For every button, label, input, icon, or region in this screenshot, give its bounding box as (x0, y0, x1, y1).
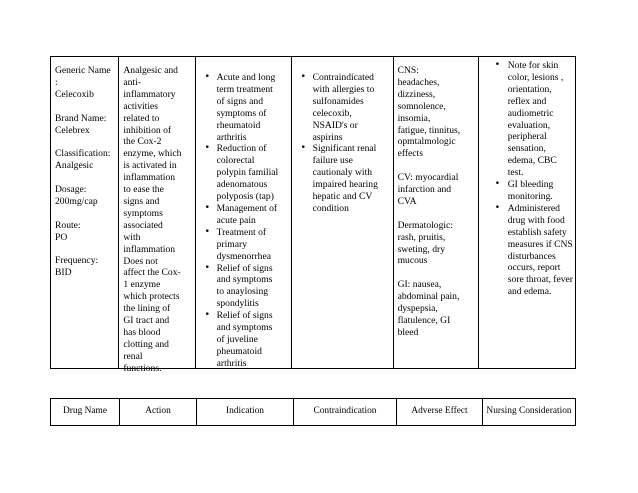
text-line: Dermatologic: (397, 219, 453, 231)
header-drug-name: Drug Name (51, 399, 120, 425)
spacer (398, 208, 474, 220)
text-line: clotting and (123, 338, 169, 350)
header-indication: Indication (197, 399, 294, 425)
text-line: effects (397, 148, 423, 160)
text-line: color, lesions , (507, 71, 564, 83)
contraindication-cell (292, 57, 394, 368)
text-line: CNS: (397, 65, 419, 76)
text-line: Administered (507, 202, 560, 214)
text-line: functions. (123, 362, 162, 374)
text-line: edema, CBC (507, 155, 557, 167)
text-line: arthritis (216, 131, 247, 143)
text-line: Significant renal (312, 143, 377, 155)
text-line: polyposis (tap) (216, 191, 274, 203)
text-line: condition (312, 202, 349, 214)
text-line: aspirins (312, 131, 343, 143)
spacer (55, 136, 114, 148)
text-line: signs and (123, 195, 160, 207)
text-line: disturbances (507, 250, 556, 262)
bullet-icon: • (494, 202, 501, 213)
text-line: the Cox-2 (123, 136, 162, 148)
text-line: Classification: (55, 148, 111, 160)
text-line: infarction and (397, 184, 452, 196)
text-line: related to (123, 112, 160, 124)
text-line: Route: (55, 219, 81, 231)
adverse-effect-cell (394, 57, 479, 368)
text-line: dysmenorrhea (216, 250, 271, 262)
text-line: Treatment of (216, 226, 267, 238)
spacer (398, 267, 474, 279)
header-adverse-effect: Adverse Effect (397, 399, 483, 425)
text-line: Does not (123, 255, 158, 267)
text-line: polypin familial (216, 167, 279, 179)
text-line: anti- (123, 76, 141, 88)
bullet-icon: • (204, 202, 210, 213)
text-line: symptoms of (216, 107, 267, 119)
text-line: establish safety (507, 226, 567, 238)
nursing-consideration-cell (479, 57, 575, 368)
bullet-icon: • (204, 226, 210, 237)
text-line: affect the Cox- (123, 267, 181, 279)
text-line: Dosage: (55, 184, 87, 196)
text-line: Reduction of (216, 143, 267, 155)
text-line: mucous (397, 255, 428, 267)
text-line: evaluation, (507, 119, 551, 131)
text-line: acute pain (216, 214, 256, 226)
text-line: cautionaly with (312, 167, 373, 179)
nursing-list (487, 60, 573, 298)
text-line: associated (123, 219, 163, 231)
text-line: sulfonamides (312, 95, 364, 107)
spacer (55, 172, 114, 184)
list-item (294, 143, 391, 214)
text-line: BID (55, 267, 72, 279)
text-line: GI: nausea, (397, 279, 442, 291)
text-line: Analgesic (55, 160, 94, 172)
bullet-icon: • (204, 262, 210, 273)
text-line: rash, pruitis, (397, 231, 446, 243)
text-line: 200mg/cap (55, 195, 98, 207)
text-line: test. (507, 167, 524, 179)
list-item (487, 60, 573, 179)
text-line: 1 enzyme (123, 279, 161, 291)
text-line: primary (216, 238, 247, 250)
text-line: somnolence, (397, 100, 446, 112)
text-line: of signs and (216, 95, 263, 107)
text-line: Analgesic and (123, 65, 178, 76)
bullet-icon: • (204, 143, 210, 154)
text-line: Contraindicated (312, 72, 374, 83)
header-nursing-consideration: Nursing Consideration (486, 406, 572, 417)
text-line: peripheral (507, 131, 547, 143)
text-line: colorectal (216, 155, 255, 167)
text-line: insomia, (397, 112, 431, 124)
text-line: PO (55, 231, 68, 243)
text-line: with (123, 231, 141, 243)
text-line: dyspepsia, (397, 303, 438, 315)
text-line: to ease the (123, 184, 164, 196)
text-line: Celebrex (55, 124, 90, 136)
text-line: measures if CNS (507, 238, 573, 250)
text-line: the lining of (123, 303, 171, 315)
spacer (398, 160, 474, 172)
text-line: and symptoms (216, 274, 273, 286)
text-line: impaired hearing (312, 179, 378, 191)
text-line: inflammatory (123, 88, 176, 100)
list-item (198, 143, 289, 203)
bullet-icon: • (204, 72, 210, 82)
text-line: CVA (397, 195, 417, 207)
text-line: activities (123, 100, 158, 112)
indications-list (198, 72, 289, 370)
list-item (198, 227, 289, 263)
indication-cell (196, 57, 292, 368)
spacer (55, 244, 114, 256)
text-line: hepatic and CV (312, 191, 373, 203)
text-line: occurs, report (507, 262, 561, 274)
bullet-icon: • (300, 143, 306, 154)
text-line: inhibition of (123, 124, 172, 136)
text-line: fatigue, tinnitus, (397, 124, 461, 136)
text-line: opmtalmologic (397, 136, 456, 148)
list-item (294, 72, 391, 143)
text-line: sensation, (507, 143, 546, 155)
text-line: enzyme, which (123, 148, 182, 160)
text-line: reflex and (507, 95, 547, 107)
list-item (198, 310, 289, 370)
text-line: GI bleeding (507, 179, 554, 191)
text-line: symptoms (123, 207, 163, 219)
text-line: celecoxib, (312, 107, 352, 119)
text-line: : (55, 76, 58, 88)
text-line: abdominal pain, (397, 291, 460, 303)
list-item (487, 179, 573, 203)
text-line: renal (123, 350, 143, 362)
text-line: arthritis (216, 357, 247, 369)
text-line: Celecoxib (55, 88, 94, 100)
text-line: sweting, dry (397, 243, 445, 255)
text-line: spondylitis (216, 298, 259, 310)
bullet-icon: • (494, 60, 501, 70)
text-line: sore throat, fever (507, 274, 573, 286)
text-line: Relief of signs (216, 262, 273, 274)
text-line: which protects (123, 291, 180, 303)
text-line: rheumatoid (216, 119, 261, 131)
header-contraindication: Contraindication (294, 399, 397, 425)
list-item (487, 203, 573, 298)
text-line: and edema. (507, 286, 552, 298)
list-item (198, 72, 289, 143)
text-line: orientation, (507, 83, 552, 95)
text-line: CV: myocardial (397, 172, 459, 184)
text-line: Brand Name: (55, 112, 107, 124)
text-line: bleed (397, 326, 419, 338)
bullet-icon: • (300, 72, 306, 82)
text-line: inflammation (123, 243, 176, 255)
text-line: of juveline (216, 333, 258, 345)
bullet-icon: • (494, 179, 501, 190)
text-line: and symptoms (216, 322, 273, 334)
header-row-table (50, 398, 576, 426)
bullet-icon: • (204, 310, 210, 321)
text-line: inflammation (123, 172, 176, 184)
contraindications-list (294, 72, 391, 215)
text-line: drug with food (507, 214, 565, 226)
header-action: Action (120, 399, 197, 425)
text-line: with allergies to (312, 83, 375, 95)
text-line: GI tract and (123, 315, 170, 327)
text-line: to anaylosing (216, 286, 269, 298)
list-item (198, 263, 289, 311)
text-line: Frequency: (55, 255, 99, 267)
text-line: audiometric (507, 107, 554, 119)
text-line: Relief of signs (216, 310, 273, 322)
text-line: NSAID's or (312, 119, 358, 131)
text-line: failure use (312, 155, 353, 167)
spacer (55, 101, 114, 113)
text-line: monitoring. (507, 190, 553, 202)
text-line: has blood (123, 326, 161, 338)
text-line: flatulence, GI (397, 314, 451, 326)
spacer (55, 208, 114, 220)
text-line: headaches, (397, 76, 440, 88)
text-line: term treatment (216, 83, 273, 95)
text-line: is activated in (123, 160, 177, 172)
text-line: Note for skin (507, 60, 559, 71)
text-line: pheumatoid (216, 345, 262, 357)
list-item (198, 203, 289, 227)
text-line: adenomatous (216, 179, 268, 191)
drug-info-cell (51, 57, 119, 368)
text-line: Management of (216, 202, 278, 214)
action-cell (119, 57, 195, 374)
text-line: Generic Name (55, 65, 111, 76)
text-line: Acute and long (216, 72, 276, 83)
text-line: dizziness, (397, 88, 436, 100)
drug-study-table (50, 56, 576, 374)
